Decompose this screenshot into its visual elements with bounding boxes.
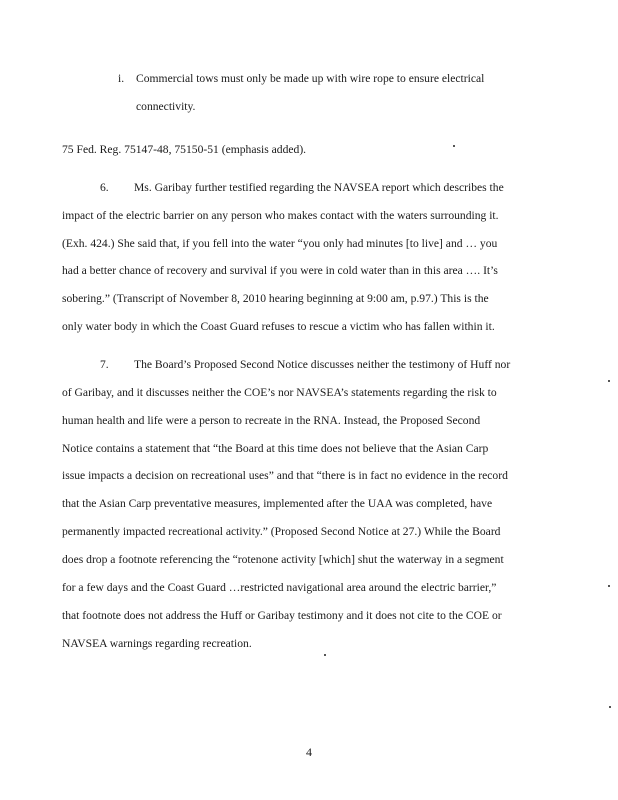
scan-speck [608,585,610,587]
paragraph-7-line-8: does drop a footnote referencing the “rotenone activity [which] shut the waterway in a segment [62,553,504,566]
paragraph-6-number: 6. [100,181,109,194]
paragraph-7-line-5: issue impacts a decision on recreational uses” and that “there is in fact no evidence in the record [62,469,508,482]
paragraph-7-line-7: permanently impacted recreational activity.” (Proposed Second Notice at 27.) While the Board [62,525,501,538]
paragraph-7-line-9: for a few days and the Coast Guard …restricted navigational area around the electric barrier,” [62,581,497,594]
paragraph-7-line-4: Notice contains a statement that “the Board at this time does not believe that the Asian Carp [62,442,489,455]
citation: 75 Fed. Reg. 75147-48, 75150-51 (emphasis added). [62,143,307,156]
paragraph-6-line-1: Ms. Garibay further testified regarding the NAVSEA report which describes the [134,181,504,194]
scan-speck [453,145,455,147]
paragraph-6-line-2: impact of the electric barrier on any person who makes contact with the waters surrounding it. [62,209,499,222]
paragraph-7-number: 7. [100,358,109,371]
scan-speck [324,654,326,656]
scan-speck [609,706,611,708]
paragraph-7-line-3: human health and life were a person to recreate in the RNA. Instead, the Proposed Second [62,414,481,427]
paragraph-6-line-4: had a better chance of recovery and survival if you were in cold water than in this area …. It’s [62,264,498,277]
page-number: 4 [306,745,312,759]
paragraph-7-line-6: that the Asian Carp preventative measures, implemented after the UAA was completed, have [62,497,493,510]
paragraph-6-line-5: sobering.” (Transcript of November 8, 2010 hearing beginning at 9:00 am, p.97.) This is the [62,292,489,305]
paragraph-6-line-3: (Exh. 424.) She said that, if you fell into the water “you only had minutes [to live] and … you [62,237,498,250]
paragraph-7-line-2: of Garibay, and it discusses neither the COE’s nor NAVSEA’s statements regarding the risk to [62,386,497,399]
paragraph-7-line-10: that footnote does not address the Huff or Garibay testimony and it does not cite to the COE or [62,609,502,622]
scan-speck [608,380,610,382]
item-i-line-2: connectivity. [136,100,196,113]
item-i-label: i. [118,72,125,85]
paragraph-7-line-11: NAVSEA warnings regarding recreation. [62,637,252,650]
paragraph-6-line-6: only water body in which the Coast Guard refuses to rescue a victim who has fallen within it. [62,320,495,333]
item-i-line-1: Commercial tows must only be made up with wire rope to ensure electrical [136,72,485,85]
paragraph-7-line-1: The Board’s Proposed Second Notice discusses neither the testimony of Huff nor [134,358,511,371]
